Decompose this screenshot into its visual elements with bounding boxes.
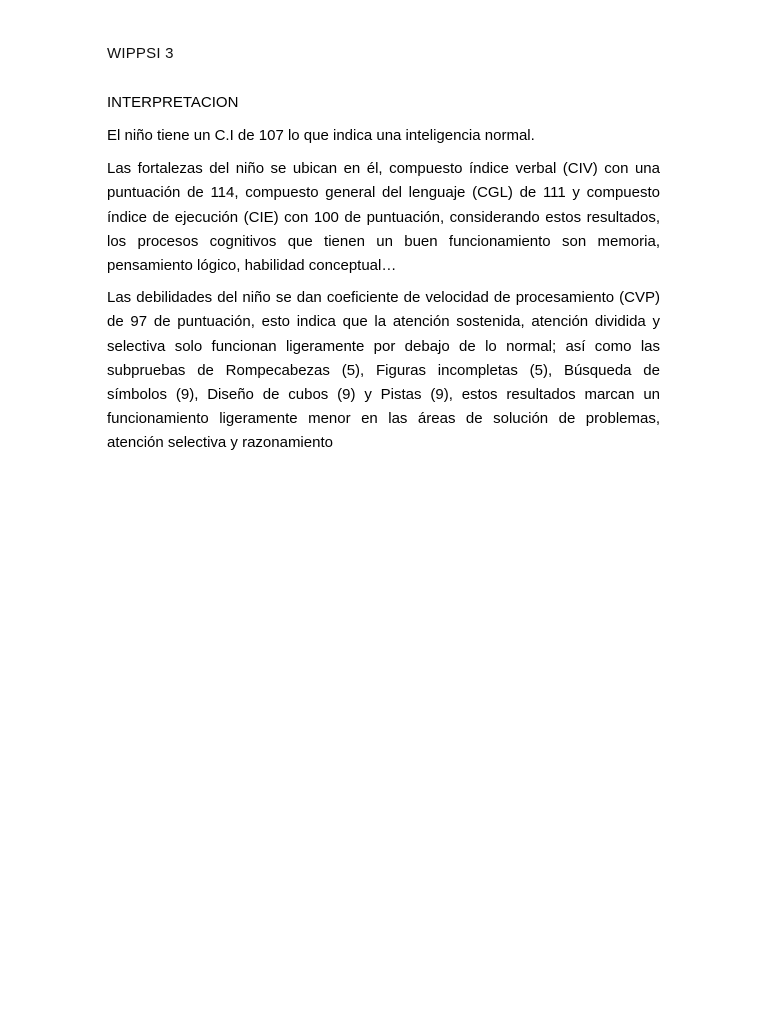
paragraph-summary: El niño tiene un C.I de 107 lo que indica una inteligencia normal. (107, 127, 535, 144)
page-header: WIPPSI 3 (107, 45, 174, 62)
paragraph-strengths: Las fortalezas del niño se ubican en él, compuesto índice verbal (CIV) con una puntuación de 114, compuesto general del lenguaje (CGL) de 111 y compuesto índice de ejecución (CIE) con 100 de puntuación, considerando estos resultados, los procesos cognitivos que tienen un buen funcionamiento son memoria, pensamiento lógico, habilidad conceptual… (107, 160, 660, 275)
section-heading: INTERPRETACION (107, 94, 239, 111)
document-body (107, 93, 660, 464)
paragraph-weaknesses: Las debilidades del niño se dan coeficiente de velocidad de procesamiento (CVP) de 97 de puntuación, esto indica que la atención sostenida, atención dividida y selectiva solo funcionan ligeramente por debajo de lo normal; así como las subpruebas de Rompecabezas (5), Figuras incompletas (5), Búsqueda de símbolos (9), Diseño de cubos (9) y Pistas (9), estos resultados marcan un funcionamiento ligeramente menor en las áreas de solución de problemas, atención selectiva y razonamiento (107, 289, 660, 452)
